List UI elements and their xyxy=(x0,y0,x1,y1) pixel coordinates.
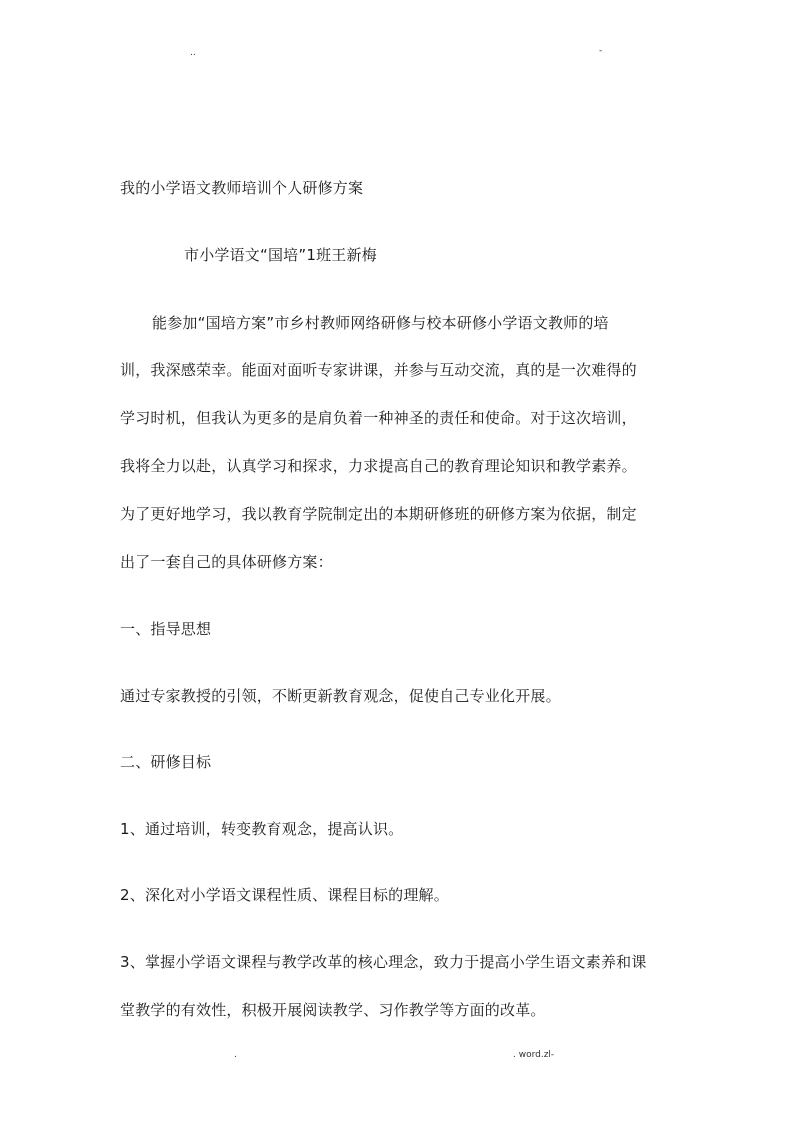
author-line: 市小学语文“国培”1班王新梅 xyxy=(184,246,377,264)
goal-item-2: 2、深化对小学语文课程性质、课程目标的理解。 xyxy=(120,886,449,904)
section-heading-goals: 二、研修目标 xyxy=(120,753,212,771)
document-title: 我的小学语文教师培训个人研修方案 xyxy=(120,179,364,197)
section-text-guiding-thought: 通过专家教授的引领，不断更新教育观念，促使自己专业化开展。 xyxy=(120,687,561,705)
goal-item-3-line-2: 堂教学的有效性，积极开展阅读教学、习作教学等方面的改革。 xyxy=(120,1001,546,1019)
footer-left-mark: . xyxy=(234,1050,237,1060)
goal-item-1: 1、通过培训，转变教育观念，提高认识。 xyxy=(120,820,404,838)
intro-line-5: 为了更好地学习，我以教育学院制定出的本期研修班的研修方案为依据，制定 xyxy=(120,505,637,523)
intro-line-2: 训，我深感荣幸。能面对面听专家讲课，并参与互动交流，真的是一次难得的 xyxy=(120,361,637,379)
footer-right-text: . word.zl- xyxy=(513,1050,555,1060)
header-right-mark: - xyxy=(599,46,603,56)
intro-line-4: 我将全力以赴，认真学习和探求，力求提高自己的教育理论知识和教学素养。 xyxy=(120,457,637,475)
goal-item-3-line-1: 3、掌握小学语文课程与教学改革的核心理念，致力于提高小学生语文素养和课 xyxy=(120,953,647,971)
intro-line-1: 能参加“国培方案”市乡村教师网络研修与校本研修小学语文教师的培 xyxy=(152,314,609,332)
intro-line-3: 学习时机，但我认为更多的是肩负着一种神圣的责任和使命。对于这次培训， xyxy=(120,409,637,427)
header-left-mark: .. xyxy=(190,48,196,58)
section-heading-guiding-thought: 一、指导思想 xyxy=(120,620,212,638)
intro-line-6: 出了一套自己的具体研修方案： xyxy=(120,553,333,571)
